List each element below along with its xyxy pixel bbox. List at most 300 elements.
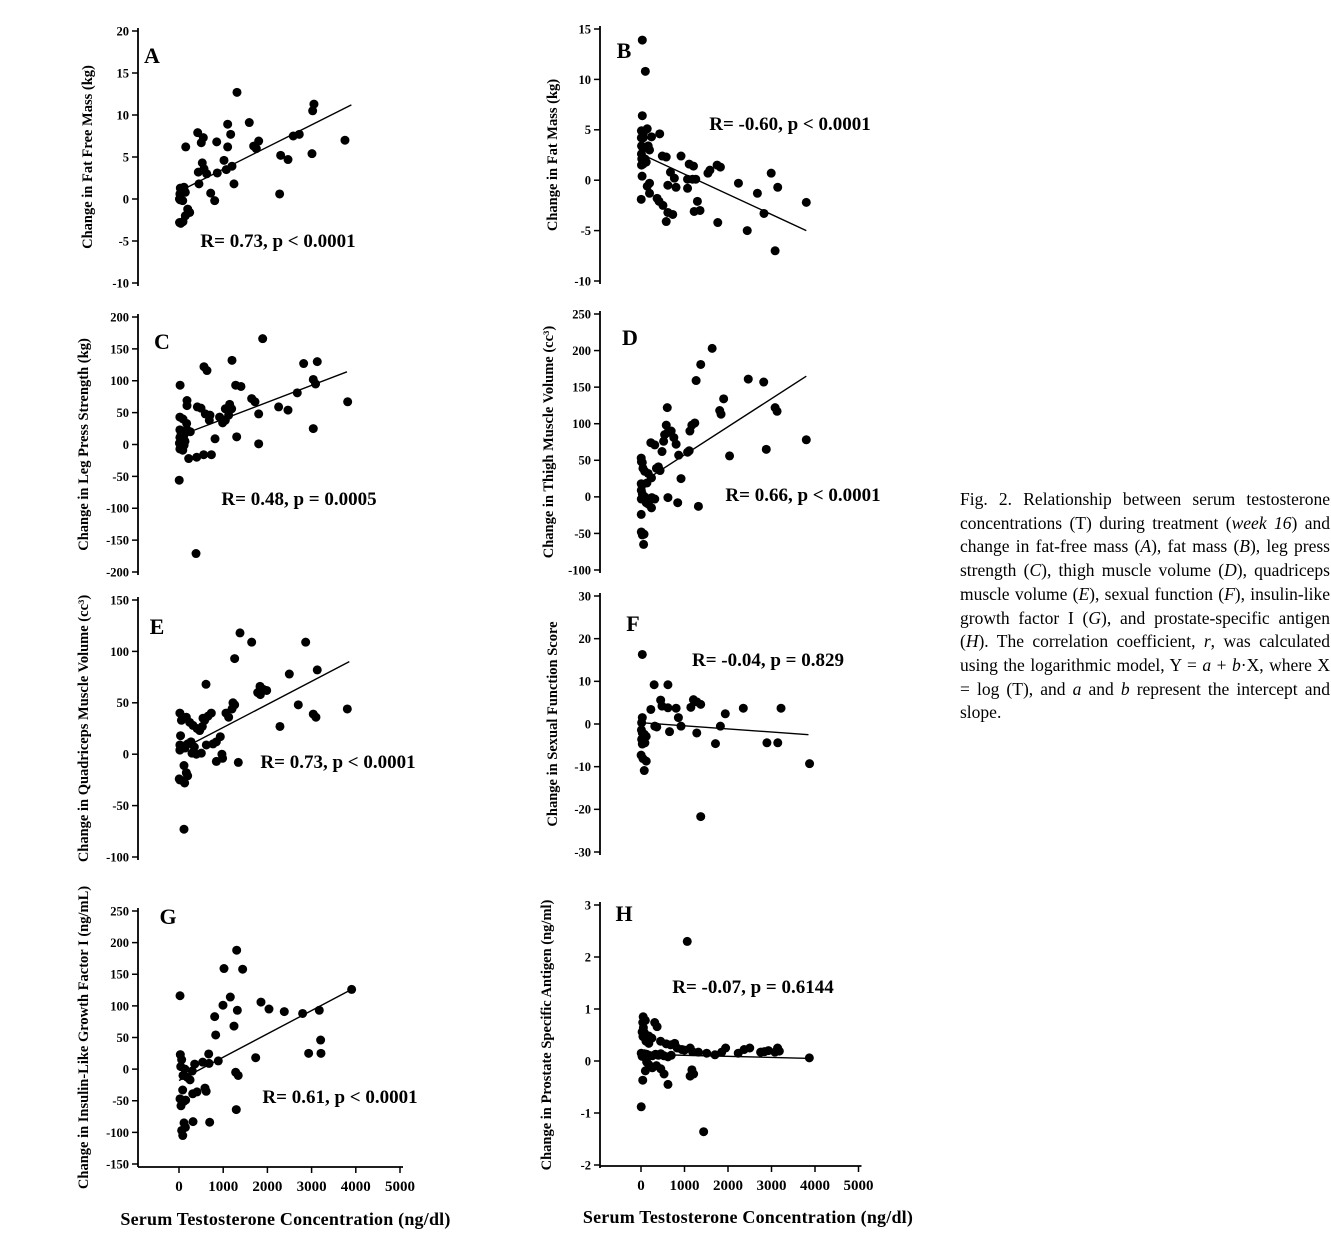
data-point: [719, 394, 728, 403]
data-point: [316, 1049, 325, 1058]
caption-text-segment: ) and change in fat-free mass (: [960, 512, 1330, 557]
x-tick-label: 4000: [340, 1179, 371, 1195]
y-tick-label: 15: [116, 66, 129, 81]
y-axis-label: Change in Prostate Specific Antigen (ng/ml): [539, 899, 555, 1171]
data-point: [299, 359, 308, 368]
data-point: [767, 169, 776, 178]
data-point: [198, 722, 207, 731]
data-point: [223, 120, 232, 129]
caption-italic-segment: week 16: [1231, 512, 1292, 533]
y-tick-label: 250: [110, 904, 129, 919]
y-tick-label: 100: [110, 644, 129, 659]
data-point: [716, 722, 725, 731]
data-point: [258, 334, 267, 343]
data-point: [230, 654, 239, 663]
data-point: [316, 1036, 325, 1045]
regression-line: [190, 372, 347, 432]
data-point: [202, 366, 211, 375]
data-point: [674, 451, 683, 460]
data-point: [254, 439, 263, 448]
data-point: [301, 638, 310, 647]
data-point: [694, 1048, 703, 1057]
data-point: [677, 474, 686, 483]
data-point: [309, 424, 318, 433]
x-tick-label: 1000: [208, 1179, 239, 1195]
y-tick-label: 0: [122, 747, 129, 762]
data-point: [660, 1070, 669, 1079]
y-tick-label: 50: [578, 453, 591, 468]
data-point: [207, 450, 216, 459]
data-point: [189, 1117, 198, 1126]
data-point: [254, 409, 263, 418]
data-point: [298, 1009, 307, 1018]
caption-text-segment: +: [1211, 654, 1232, 675]
data-point: [343, 704, 352, 713]
data-point: [702, 1049, 711, 1058]
y-tick-label: 100: [110, 374, 129, 389]
data-point: [212, 137, 221, 146]
y-tick-label: -10: [574, 760, 591, 775]
y-tick-label: -50: [112, 469, 129, 484]
data-point: [643, 124, 652, 133]
data-point: [685, 446, 694, 455]
data-point: [275, 189, 284, 198]
data-point: [178, 1071, 187, 1080]
caption-italic-segment: H: [965, 631, 979, 652]
data-point: [226, 130, 235, 139]
data-point: [183, 401, 192, 410]
data-point: [283, 155, 292, 164]
data-point: [197, 138, 206, 147]
data-point: [229, 179, 238, 188]
data-point: [663, 703, 672, 712]
data-point: [176, 381, 185, 390]
scatter-panel-C: [60, 298, 505, 590]
data-point: [721, 709, 730, 718]
caption-italic-segment: a: [1072, 678, 1082, 699]
y-tick-label: 1: [584, 1002, 591, 1017]
data-point: [690, 207, 699, 216]
data-point: [744, 375, 753, 384]
data-point: [214, 1056, 223, 1065]
data-point: [703, 169, 712, 178]
data-point: [658, 447, 667, 456]
caption-italic-segment: F: [1224, 583, 1235, 604]
data-point: [347, 985, 356, 994]
y-tick-label: -200: [106, 565, 129, 580]
data-point: [202, 169, 211, 178]
data-point: [256, 998, 265, 1007]
data-point: [656, 466, 665, 475]
y-axis-label: Change in Leg Press Strength (kg): [76, 338, 92, 551]
data-point: [667, 1051, 676, 1060]
correlation-annotation: R= -0.07, p = 0.6144: [672, 977, 834, 998]
data-point: [641, 67, 650, 76]
data-point: [644, 1039, 653, 1048]
data-point: [638, 111, 647, 120]
y-axis-label: Change in Insulin-Like Growth Factor I (ng/mL): [76, 885, 92, 1190]
data-point: [645, 145, 654, 154]
data-point: [178, 196, 187, 205]
data-point: [725, 451, 734, 460]
correlation-annotation: R= -0.04, p = 0.829: [691, 650, 845, 671]
panel-letter: B: [616, 38, 632, 63]
y-tick-label: 150: [110, 593, 129, 608]
x-tick-label: 0: [175, 1179, 183, 1195]
y-tick-label: 20: [116, 24, 129, 39]
data-point: [640, 766, 649, 775]
y-tick-label: 150: [572, 380, 591, 395]
data-point: [202, 1087, 211, 1096]
data-point: [696, 360, 705, 369]
data-point: [213, 168, 222, 177]
y-tick-label: -100: [568, 563, 591, 578]
data-point: [226, 993, 235, 1002]
caption-text-segment: ), sexual function (: [1089, 583, 1225, 604]
caption-text-segment: ), fat mass (: [1151, 536, 1240, 557]
y-tick-label: -20: [574, 802, 591, 817]
data-point: [693, 197, 702, 206]
y-axis-label: Change in Thigh Muscle Volume (cc³): [541, 325, 557, 559]
data-point: [696, 700, 705, 709]
y-tick-label: 150: [110, 967, 129, 982]
data-point: [668, 210, 677, 219]
data-point: [639, 133, 648, 142]
y-tick-label: 0: [122, 437, 129, 452]
data-point: [262, 686, 271, 695]
data-point: [773, 738, 782, 747]
data-point: [308, 106, 317, 115]
data-point: [264, 1005, 273, 1014]
data-point: [639, 540, 648, 549]
data-point: [673, 498, 682, 507]
caption-text-segment: ), thigh muscle volume (: [1041, 560, 1225, 581]
data-point: [313, 357, 322, 366]
data-point: [647, 132, 656, 141]
data-point: [650, 680, 659, 689]
y-tick-label: 30: [578, 589, 591, 604]
y-tick-label: -30: [574, 845, 591, 860]
data-point: [304, 1049, 313, 1058]
data-point: [232, 432, 241, 441]
x-tick-label: 4000: [800, 1178, 830, 1194]
data-point: [683, 937, 692, 946]
y-tick-label: 10: [578, 72, 591, 87]
caption-italic-segment: G: [1088, 607, 1102, 628]
data-point: [233, 1006, 242, 1015]
data-point: [313, 665, 322, 674]
data-point: [184, 454, 193, 463]
data-point: [637, 161, 646, 170]
data-point: [232, 1105, 241, 1114]
data-point: [315, 1006, 324, 1015]
data-point: [181, 142, 190, 151]
data-point: [745, 1044, 754, 1053]
y-axis-label: Change in Sexual Function Score: [545, 621, 561, 827]
correlation-annotation: R= 0.66, p < 0.0001: [725, 485, 881, 506]
panel-letter: H: [615, 901, 633, 926]
data-point: [204, 1049, 213, 1058]
data-point: [234, 758, 243, 767]
caption-italic-segment: b: [1232, 654, 1241, 675]
y-tick-label: 50: [116, 1030, 129, 1045]
y-tick-label: 0: [122, 1062, 129, 1077]
data-point: [663, 680, 672, 689]
caption-italic-segment: b: [1120, 678, 1130, 699]
data-point: [683, 184, 692, 193]
x-tick-label: 2000: [713, 1178, 743, 1194]
data-point: [759, 378, 768, 387]
data-point: [274, 402, 283, 411]
data-point: [655, 129, 664, 138]
panel-letter: F: [626, 611, 640, 636]
data-point: [647, 503, 656, 512]
caption-italic-segment: E: [1078, 583, 1090, 604]
data-point: [251, 1053, 260, 1062]
scatter-panel-B: [520, 15, 965, 298]
data-point: [190, 1060, 199, 1069]
data-point: [694, 502, 703, 511]
data-point: [773, 183, 782, 192]
data-point: [250, 397, 259, 406]
data-point: [743, 226, 752, 235]
data-point: [210, 1012, 219, 1021]
data-point: [283, 406, 292, 415]
data-point: [721, 1044, 730, 1053]
data-point: [777, 704, 786, 713]
data-point: [686, 703, 695, 712]
data-point: [663, 403, 672, 412]
data-point: [638, 36, 647, 45]
regression-line: [192, 662, 350, 744]
data-point: [175, 746, 184, 755]
data-point: [178, 217, 187, 226]
data-point: [641, 1066, 650, 1075]
data-point: [670, 174, 679, 183]
data-point: [637, 195, 646, 204]
data-point: [773, 407, 782, 416]
y-axis-label: Change in Fat Free Mass (kg): [80, 65, 96, 249]
data-point: [307, 149, 316, 158]
y-tick-label: -100: [106, 501, 129, 516]
y-tick-label: 10: [578, 674, 591, 689]
y-tick-label: 0: [584, 1054, 591, 1069]
scatter-panel-D: [520, 298, 965, 590]
data-point: [685, 427, 694, 436]
data-point: [717, 410, 726, 419]
y-tick-label: 200: [572, 343, 591, 358]
x-tick-label: 3000: [296, 1179, 327, 1195]
data-point: [637, 510, 646, 519]
data-point: [672, 183, 681, 192]
data-point: [202, 680, 211, 689]
data-point: [640, 530, 649, 539]
data-point: [199, 450, 208, 459]
data-point: [638, 1076, 647, 1085]
y-tick-label: -50: [574, 526, 591, 541]
y-axis-label: Change in Fat Mass (kg): [545, 78, 561, 232]
data-point: [762, 738, 771, 747]
data-point: [252, 144, 261, 153]
x-tick-label: 3000: [756, 1178, 787, 1194]
data-point: [222, 165, 231, 174]
y-tick-label: 200: [110, 310, 129, 325]
x-axis-title-left: Serum Testosterone Concentration (ng/dl): [120, 1209, 451, 1229]
data-point: [739, 704, 748, 713]
y-tick-label: 0: [584, 490, 591, 505]
y-tick-label: 0: [122, 192, 129, 207]
data-point: [275, 722, 284, 731]
y-tick-label: -50: [112, 1094, 129, 1109]
data-point: [211, 1030, 220, 1039]
data-point: [178, 1085, 187, 1094]
data-point: [699, 1127, 708, 1136]
data-point: [696, 812, 705, 821]
data-point: [194, 168, 203, 177]
y-tick-label: 0: [584, 173, 591, 188]
data-point: [294, 700, 303, 709]
panel-letter: C: [154, 329, 170, 354]
data-point: [663, 1080, 672, 1089]
data-point: [223, 142, 232, 151]
data-point: [677, 152, 686, 161]
y-tick-label: 250: [572, 307, 591, 322]
data-point: [176, 731, 185, 740]
correlation-annotation: R= 0.73, p < 0.0001: [260, 752, 416, 773]
data-point: [293, 388, 302, 397]
data-point: [686, 1072, 695, 1081]
y-tick-label: 50: [116, 696, 129, 711]
data-point: [690, 418, 699, 427]
data-point: [192, 549, 201, 558]
data-point: [232, 946, 241, 955]
x-tick-label: 5000: [385, 1179, 415, 1195]
caption-italic-segment: A: [1140, 536, 1152, 557]
data-point: [642, 478, 651, 487]
data-point: [207, 709, 216, 718]
caption-italic-segment: r: [1203, 631, 1211, 652]
caption-text-segment: ), and prostate-specific antigen (: [960, 607, 1330, 652]
x-tick-label: 2000: [252, 1179, 283, 1195]
data-point: [659, 437, 668, 446]
data-point: [224, 713, 233, 722]
data-point: [221, 416, 230, 425]
data-point: [645, 179, 654, 188]
data-point: [178, 446, 187, 455]
data-point: [340, 136, 349, 145]
data-point: [662, 153, 671, 162]
caption-text-segment: and: [1081, 678, 1121, 699]
caption-text-segment: Fig. 2. Relationship between serum testosterone concentrations (T) during treatment (: [960, 489, 1330, 533]
caption-text-segment: ), insulin-like growth factor I (: [960, 583, 1331, 628]
data-point: [672, 704, 681, 713]
y-tick-label: -50: [112, 798, 129, 813]
data-point: [178, 1131, 187, 1140]
data-point: [708, 344, 717, 353]
data-point: [211, 434, 220, 443]
panel-letter: E: [149, 614, 165, 639]
x-tick-label: 0: [637, 1178, 645, 1194]
data-point: [663, 181, 672, 190]
scatter-panel-A: [60, 15, 505, 298]
data-point: [805, 759, 814, 768]
figure-caption: [960, 488, 1330, 725]
data-point: [289, 132, 298, 141]
data-point: [210, 196, 219, 205]
scatter-panel-F: [520, 583, 965, 885]
data-point: [181, 1096, 190, 1105]
data-point: [759, 209, 768, 218]
y-tick-label: -2: [580, 1158, 591, 1173]
caption-italic-segment: B: [1239, 536, 1250, 557]
correlation-annotation: R= -0.60, p < 0.0001: [709, 114, 871, 135]
data-point: [280, 1007, 289, 1016]
data-point: [691, 175, 700, 184]
data-point: [205, 416, 214, 425]
y-tick-label: -150: [106, 533, 129, 548]
data-point: [692, 376, 701, 385]
data-point: [638, 172, 647, 181]
data-point: [235, 628, 244, 637]
data-point: [640, 738, 649, 747]
data-point: [805, 1053, 814, 1062]
scatter-panel-H: [520, 876, 968, 1208]
data-point: [665, 727, 674, 736]
data-point: [689, 162, 698, 171]
panel-letter: A: [144, 43, 160, 68]
data-point: [212, 757, 221, 766]
data-point: [692, 728, 701, 737]
caption-italic-segment: a: [1202, 654, 1212, 675]
y-tick-label: -10: [112, 276, 129, 291]
data-point: [227, 356, 236, 365]
data-point: [176, 991, 185, 1000]
data-point: [238, 965, 247, 974]
y-tick-label: 150: [110, 342, 129, 357]
caption-text-segment: , was calculated using the logarithmic model, Y =: [960, 631, 1330, 675]
data-point: [638, 650, 647, 659]
data-point: [646, 705, 655, 714]
data-point: [663, 493, 672, 502]
x-tick-label: 1000: [669, 1178, 700, 1194]
data-point: [179, 825, 188, 834]
y-tick-label: 20: [578, 632, 591, 647]
data-point: [188, 1089, 197, 1098]
x-tick-label: 5000: [843, 1178, 874, 1194]
data-point: [762, 445, 771, 454]
y-tick-label: 0: [584, 717, 591, 732]
y-tick-label: -150: [106, 1157, 129, 1172]
caption-text-segment: ), quadriceps muscle volume (: [960, 560, 1330, 604]
data-point: [205, 1059, 214, 1068]
data-point: [713, 218, 722, 227]
data-point: [734, 179, 743, 188]
y-tick-label: -5: [118, 234, 129, 249]
correlation-annotation: R= 0.73, p < 0.0001: [200, 231, 356, 252]
data-point: [662, 217, 671, 226]
y-tick-label: 3: [584, 898, 591, 913]
data-point: [205, 1118, 214, 1127]
data-point: [234, 1071, 243, 1080]
y-tick-label: -5: [580, 223, 591, 238]
data-point: [642, 757, 651, 766]
data-point: [650, 495, 659, 504]
y-tick-label: -1: [580, 1106, 591, 1121]
y-tick-label: 100: [110, 999, 129, 1014]
data-point: [311, 379, 320, 388]
data-point: [753, 189, 762, 198]
data-point: [194, 179, 203, 188]
